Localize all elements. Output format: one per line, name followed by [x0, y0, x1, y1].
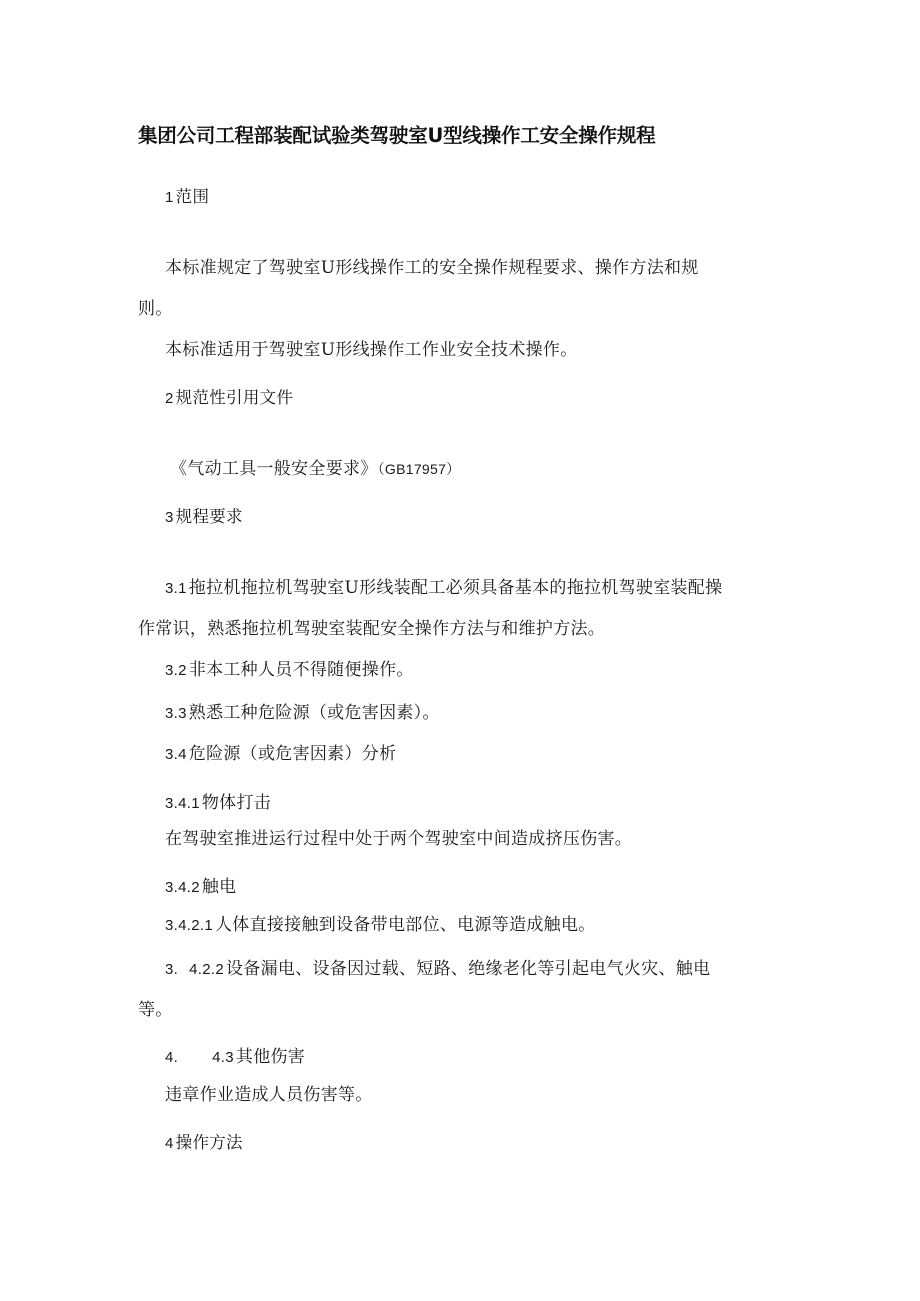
- clause-3-4-2-1: [165, 914, 596, 937]
- paragraph-line: 则。: [138, 299, 173, 319]
- clause-text: 设备漏电、设备因过载、短路、绝缘老化等引起电气火灾、触电: [226, 959, 711, 979]
- clause-3-3: [165, 702, 440, 725]
- clause-number: 3.4.1: [165, 795, 200, 812]
- paragraph-line: 本标准规定了驾驶室U形线操作工的安全操作规程要求、操作方法和规: [165, 258, 699, 278]
- paragraph-line: 本标准适用于驾驶室U形线操作工作业安全技术操作。: [165, 340, 578, 360]
- clause-number: 3.1: [165, 580, 187, 597]
- paragraph-line: 等。: [138, 1000, 173, 1020]
- clause-text: 物体打击: [201, 793, 272, 813]
- paragraph-line: 违章作业造成人员伤害等。: [165, 1085, 373, 1105]
- section-number: 2: [165, 390, 174, 407]
- section-4-heading: [165, 1132, 243, 1155]
- clause-3-4-3: [165, 1046, 305, 1069]
- clause-number: 3.3: [165, 705, 187, 722]
- clause-number: 3.4.2.1: [165, 917, 213, 934]
- clause-3-4: [165, 743, 396, 766]
- clause-text: 拖拉机拖拉机驾驶室U形线装配工必须具备基本的拖拉机驾驶室装配操: [188, 578, 723, 598]
- section-3-heading: [165, 506, 243, 529]
- reference-title: 《气动工具一般安全要求》: [170, 459, 378, 479]
- clause-number-part: 4.2.2: [189, 961, 224, 978]
- clause-number-part: 4.3: [212, 1049, 234, 1066]
- clause-text: 危险源（或危害因素）分析: [188, 744, 397, 764]
- clause-3-2: [165, 659, 414, 682]
- clause-text: 熟悉工种危险源（或危害因素）。: [188, 703, 440, 723]
- section-number: 4: [165, 1135, 174, 1152]
- clause-3-4-1: [165, 792, 271, 815]
- section-2-heading: [165, 387, 293, 410]
- paragraph-line: 在驾驶室推进运行过程中处于两个驾驶室中间造成挤压伤害。: [165, 829, 633, 849]
- clause-number-part: 4.: [165, 1049, 179, 1066]
- section-number: 1: [165, 189, 174, 206]
- section-title: 操作方法: [175, 1133, 243, 1152]
- clause-number: 3.4: [165, 746, 187, 763]
- reference-code: （GB17957）: [377, 461, 461, 477]
- section-title: 规范性引用文件: [175, 388, 294, 407]
- clause-number: 3.4.2: [165, 879, 200, 896]
- clause-text: 其他伤害: [235, 1047, 306, 1067]
- section-1-heading: [165, 186, 209, 209]
- document-title: 集团公司工程部装配试验类驾驶室U型线操作工安全操作规程: [138, 124, 656, 147]
- clause-text: 人体直接接触到设备带电部位、电源等造成触电。: [214, 915, 596, 935]
- section-title: 规程要求: [175, 507, 243, 526]
- clause-text: 非本工种人员不得随便操作。: [188, 660, 414, 680]
- section-title: 范围: [175, 187, 210, 206]
- clause-3-4-2-2: [165, 958, 710, 981]
- clause-number-part: 3.: [165, 961, 179, 978]
- clause-text: 触电: [201, 877, 237, 897]
- reference-line: [170, 458, 462, 480]
- clause-number: 3.2: [165, 662, 187, 679]
- paragraph-line: 作常识，熟悉拖拉机驾驶室装配安全操作方法与和维护方法。: [138, 619, 606, 639]
- clause-3-1: [165, 577, 722, 600]
- clause-3-4-2: [165, 876, 236, 899]
- section-number: 3: [165, 509, 174, 526]
